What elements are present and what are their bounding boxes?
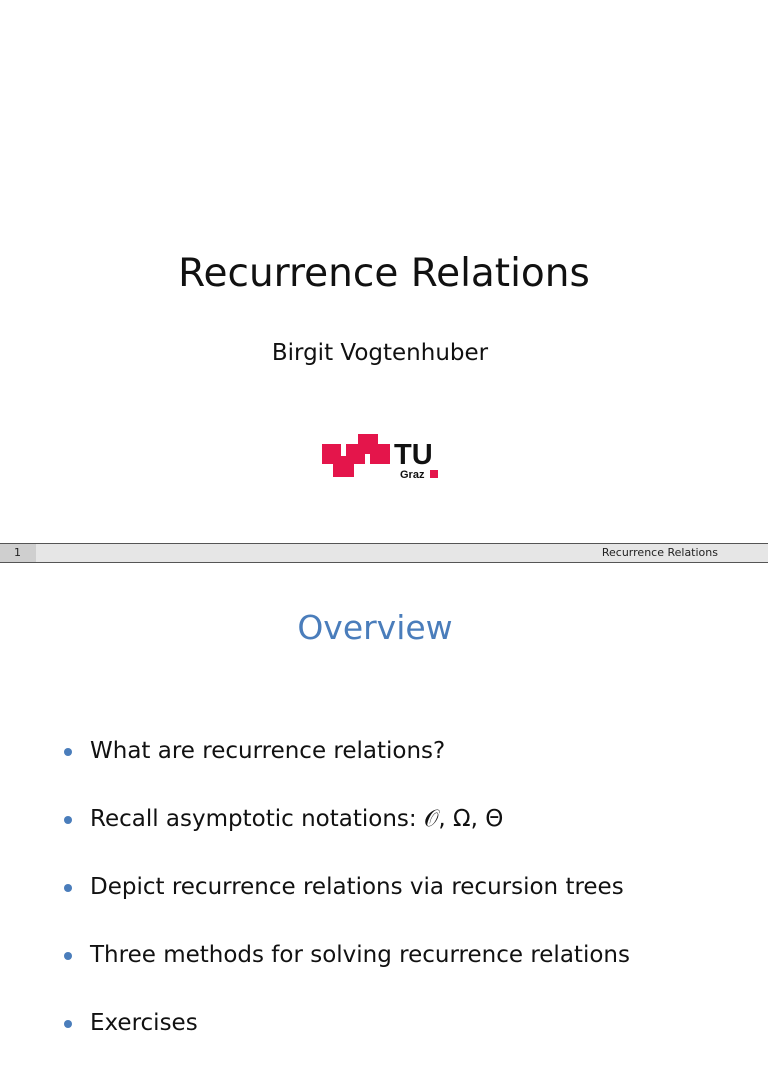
list-item-text: Three methods for solving recurrence relations (90, 942, 630, 968)
list-item (62, 731, 630, 799)
list-item (62, 867, 630, 935)
overview-slide (0, 563, 768, 1036)
list-item (62, 799, 630, 867)
list-item-text: Recall asymptotic notations: 𝒪, Ω, Θ (90, 806, 504, 832)
slide-footer (0, 543, 768, 563)
slide-heading: Overview (297, 608, 453, 647)
bullet-icon (64, 1020, 72, 1028)
tu-graz-logo (320, 430, 445, 482)
bullet-icon (64, 952, 72, 960)
footer-title: Recurrence Relations (601, 546, 718, 559)
page-number: 1 (0, 544, 36, 562)
overview-list (62, 731, 630, 1071)
logo-text-main: TU (394, 439, 433, 471)
list-item (62, 935, 630, 1003)
list-item-text: What are recurrence relations? (90, 738, 446, 764)
bullet-icon (64, 884, 72, 892)
list-item-text: Depict recurrence relations via recursion trees (90, 874, 624, 900)
list-item-text: Exercises (90, 1010, 198, 1036)
bullet-icon (64, 816, 72, 824)
slide-title: Recurrence Relations (178, 251, 590, 296)
bullet-icon (64, 748, 72, 756)
list-item (62, 1003, 630, 1071)
logo-text-sub: Graz (400, 469, 425, 481)
author-name: Birgit Vogtenhuber (271, 340, 489, 366)
